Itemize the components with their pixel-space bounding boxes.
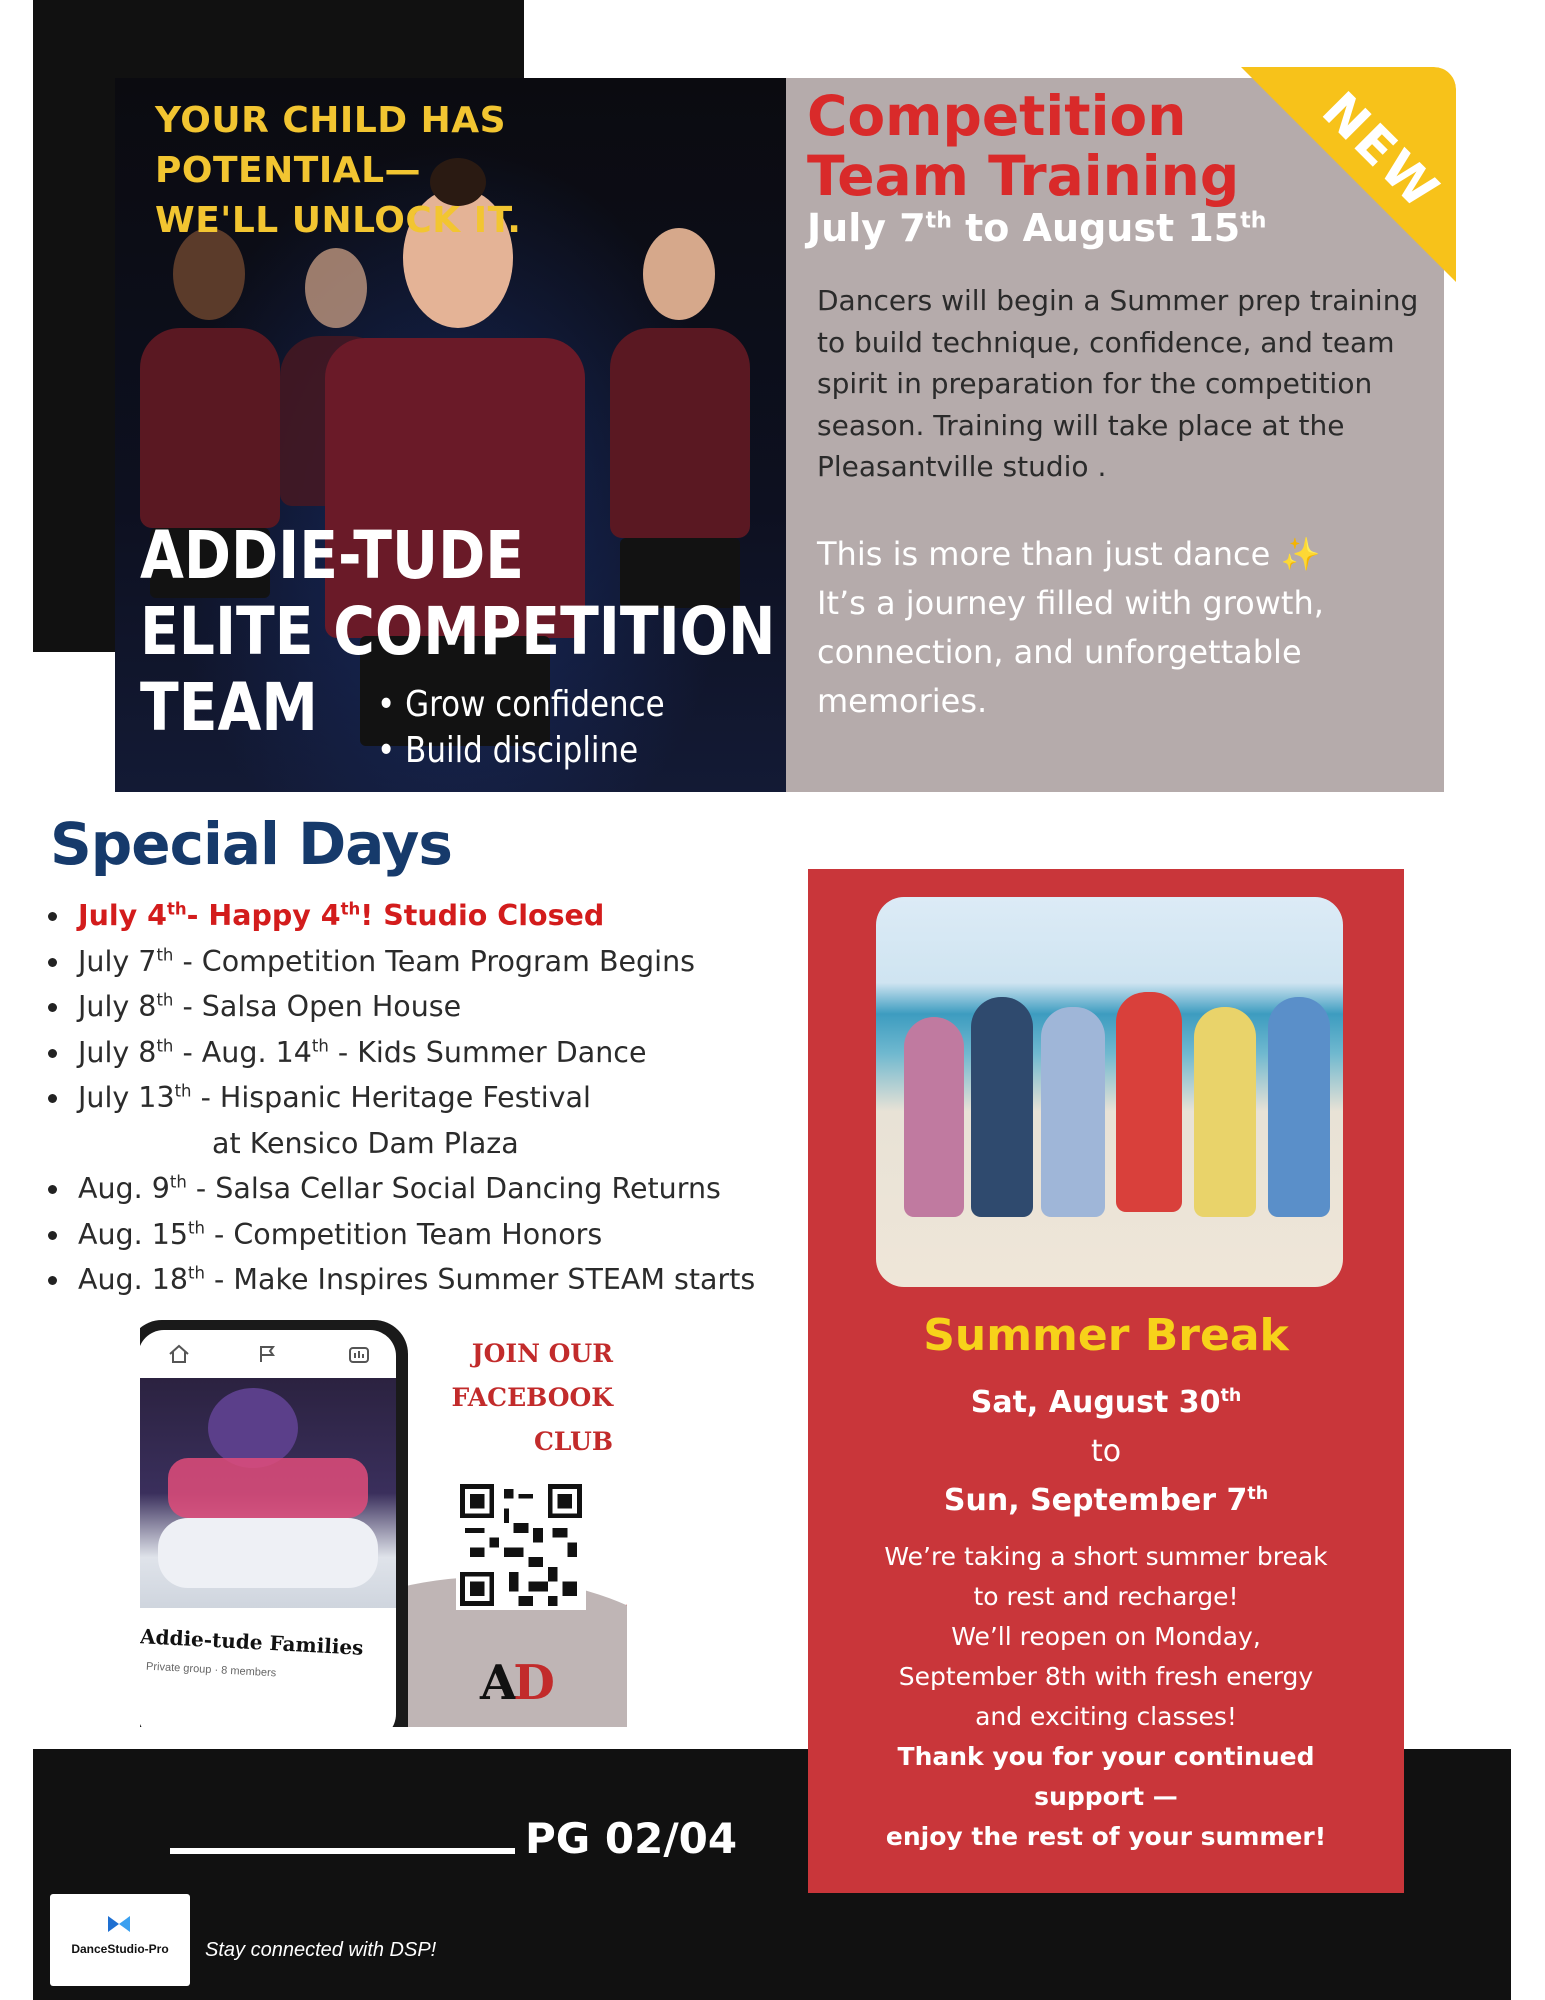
summer-desc-line: and exciting classes! xyxy=(975,1702,1237,1731)
new-badge xyxy=(1241,67,1456,282)
store-icon xyxy=(348,1344,370,1364)
competition-title xyxy=(807,86,1239,206)
join-line: FACEBOOK xyxy=(451,1383,613,1412)
hero-title-line3: TEAM xyxy=(140,669,318,746)
hero-title-line2: ELITE COMPETITION xyxy=(140,593,776,670)
new-badge-text: NEW xyxy=(1311,80,1452,222)
special-day-item: July 13th - Hispanic Heritage Festival xyxy=(42,1075,755,1121)
summer-desc-line: September 8th with fresh energy xyxy=(898,1662,1314,1691)
competition-description: Dancers will begin a Summer prep training to build technique, confidence, and team spirit in preparation for the competition season. Training will take place at the Pleasantville studio . xyxy=(817,284,1419,483)
hero-tagline xyxy=(155,96,715,246)
special-day-item: Aug. 18th - Make Inspires Summer STEAM starts xyxy=(42,1257,755,1303)
phone-mockup xyxy=(140,1320,408,1727)
summer-thanks-line: enjoy the rest of your summer! xyxy=(885,1822,1327,1851)
group-photo xyxy=(140,1378,396,1608)
special-day-item: July 8th - Salsa Open House xyxy=(42,984,755,1030)
hero-bullet: • Build discipline xyxy=(377,730,639,771)
beach-photo xyxy=(876,897,1343,1287)
summer-thanks-line: support — xyxy=(1034,1782,1178,1811)
hero-tagline-line1: YOUR CHILD HAS POTENTIAL— xyxy=(155,100,507,191)
competition-dates: July 7th to August 15th xyxy=(807,206,1267,250)
addie-tude-logo: AD xyxy=(480,1655,551,1711)
page-number-rule xyxy=(170,1848,515,1854)
group-name: Addie-tude Families xyxy=(140,1624,365,1660)
hero-image-panel xyxy=(115,78,786,792)
page-number: PG 02/04 xyxy=(525,1814,738,1863)
phone-screen xyxy=(140,1330,396,1727)
hero-bullets xyxy=(377,682,665,774)
summer-desc-line: We’re taking a short summer break xyxy=(884,1542,1328,1571)
summer-break-title: Summer Break xyxy=(923,1310,1289,1361)
hero-tagline-line2: WE'LL UNLOCK IT. xyxy=(155,200,522,241)
summer-break-thanks xyxy=(808,1737,1404,1857)
special-day-item: Aug. 15th - Competition Team Honors xyxy=(42,1212,755,1258)
special-days-list xyxy=(42,893,755,1303)
hero-bullet: • Grow confidence xyxy=(377,684,665,725)
special-day-item: July 7th - Competition Team Program Begins xyxy=(42,939,755,985)
qr-code-icon[interactable] xyxy=(456,1480,586,1610)
join-line: JOIN OUR xyxy=(471,1339,613,1368)
competition-quote-line2: It’s a journey filled with growth, connection, and unforgettable memories. xyxy=(817,584,1324,720)
summer-break-from: Sat, August 30th xyxy=(970,1385,1242,1420)
special-day-item: July 4th- Happy 4th! Studio Closed xyxy=(42,893,755,939)
competition-title-line2: Team Training xyxy=(807,144,1240,208)
dsp-logo-icon xyxy=(106,1914,132,1934)
summer-desc-line: We’ll reopen on Monday, xyxy=(951,1622,1261,1651)
hero-title-line1: ADDIE-TUDE xyxy=(140,517,524,594)
special-day-item: July 8th - Aug. 14th - Kids Summer Dance xyxy=(42,1030,755,1076)
summer-desc-line: to rest and recharge! xyxy=(973,1582,1239,1611)
special-day-item: Aug. 9th - Salsa Cellar Social Dancing Returns xyxy=(42,1166,755,1212)
special-days-title: Special Days xyxy=(50,810,452,878)
summer-break-description xyxy=(808,1537,1404,1737)
summer-break-dates xyxy=(808,1378,1404,1525)
competition-title-line1: Competition xyxy=(807,84,1187,148)
competition-quote xyxy=(817,530,1427,726)
summer-break-to: to xyxy=(1090,1434,1122,1469)
summer-break-until: Sun, September 7th xyxy=(943,1483,1269,1518)
special-day-item-continued: at Kensico Dam Plaza xyxy=(212,1126,519,1160)
facebook-club-graphic[interactable] xyxy=(140,1320,627,1727)
flag-icon xyxy=(258,1344,276,1364)
dancestudio-pro-logo[interactable] xyxy=(50,1894,190,1986)
join-facebook-club xyxy=(451,1332,613,1464)
summer-thanks-line: Thank you for your continued xyxy=(897,1742,1315,1771)
group-meta: Private group · 8 members xyxy=(145,1660,277,1680)
home-icon xyxy=(168,1344,190,1364)
dsp-logo-text: DanceStudio-Pro xyxy=(71,1942,169,1956)
footer-tagline: Stay connected with DSP! xyxy=(205,1939,437,1961)
competition-quote-line1: This is more than just dance ✨ xyxy=(817,535,1321,573)
join-line: CLUB xyxy=(533,1427,613,1456)
